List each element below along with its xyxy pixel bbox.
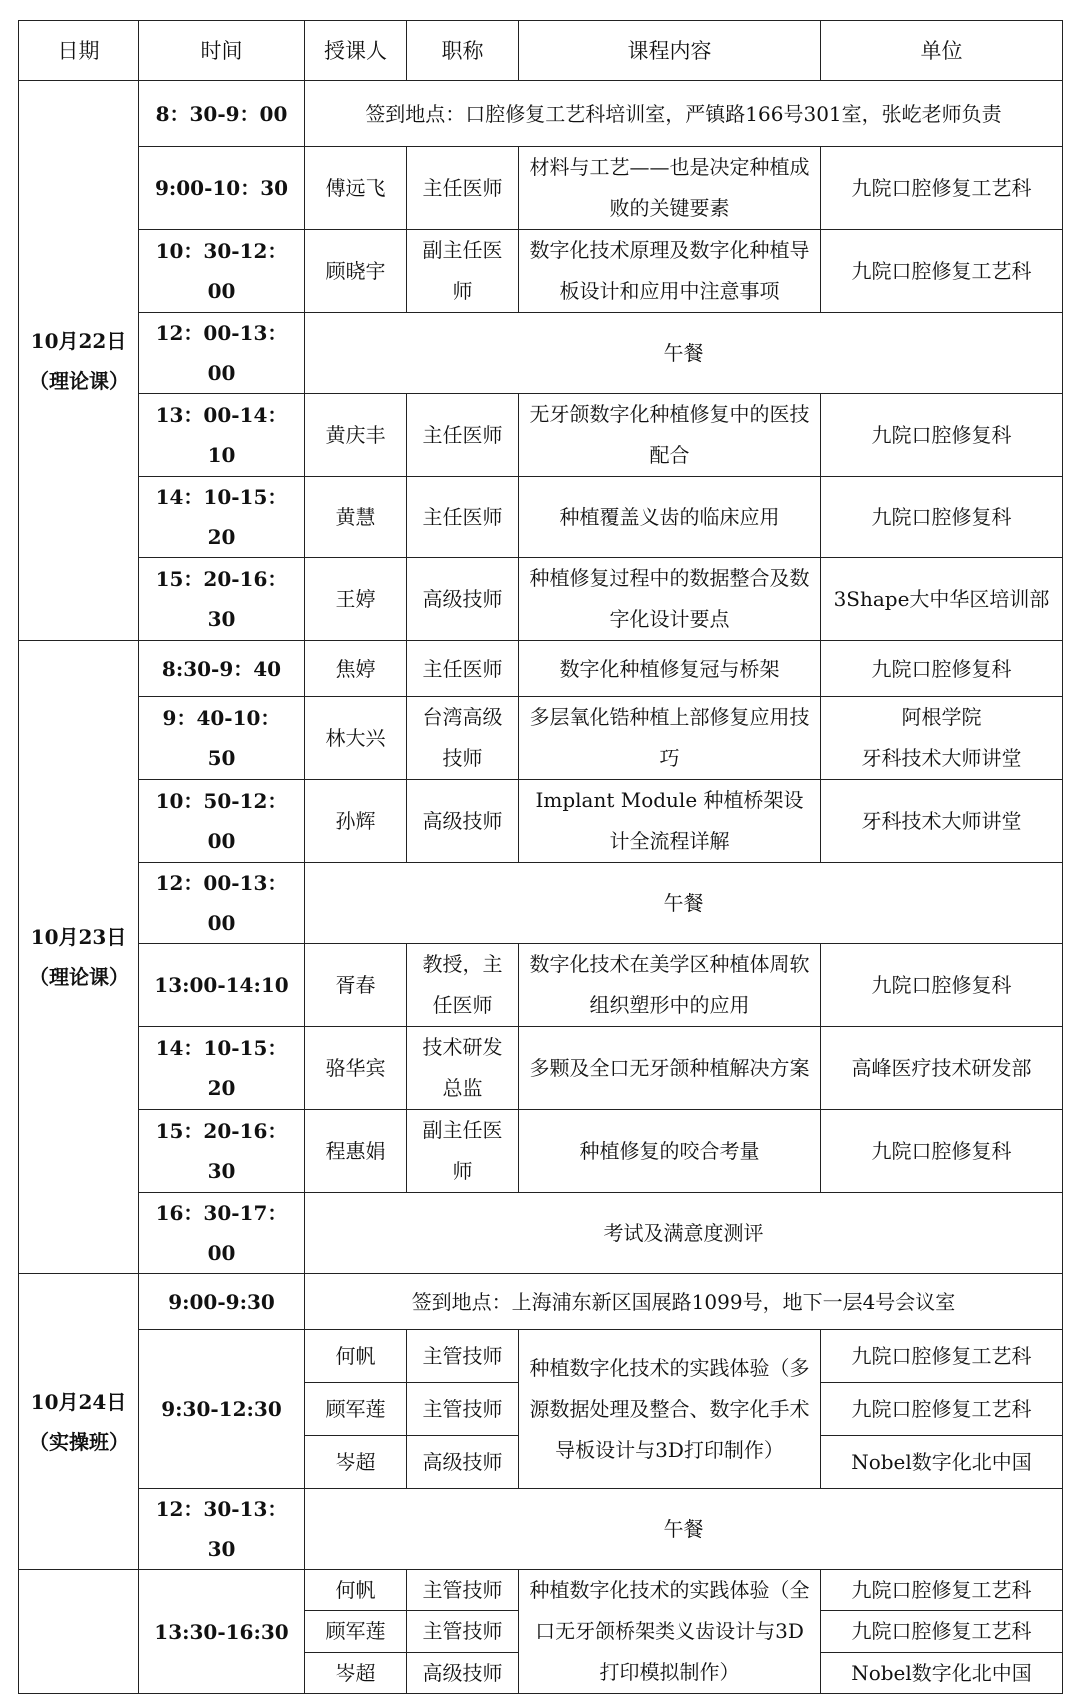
header-course: 课程内容: [519, 21, 821, 81]
teacher-cell: 胥春: [305, 944, 407, 1027]
unit-cell: 九院口腔修复工艺科: [821, 1330, 1063, 1383]
unit-cell: 九院口腔修复科: [821, 944, 1063, 1027]
course-cell: 数字化技术原理及数字化种植导板设计和应用中注意事项: [519, 230, 821, 313]
time-cell: 9：40-10：50: [139, 697, 305, 780]
unit-cell: Nobel数字化北中国: [821, 1436, 1063, 1489]
table-row: [19, 697, 1063, 780]
title-cell: 副主任医师: [407, 230, 519, 313]
title-cell: 主管技师: [407, 1383, 519, 1436]
time-cell: 9:00-9:30: [139, 1274, 305, 1330]
title-cell: 台湾高级技师: [407, 697, 519, 780]
table-row: [19, 81, 1063, 147]
table-row: [19, 1330, 1063, 1383]
title-cell: 高级技师: [407, 780, 519, 863]
merged-cell: 午餐: [305, 1489, 1063, 1570]
title-cell: 高级技师: [407, 558, 519, 641]
time-cell: 14：10-15：20: [139, 1027, 305, 1110]
merged-cell: 午餐: [305, 313, 1063, 394]
time-cell: 10：30-12：00: [139, 230, 305, 313]
time-cell: 15：20-16：30: [139, 558, 305, 641]
teacher-cell: 岑超: [305, 1436, 407, 1489]
title-cell: 主管技师: [407, 1570, 519, 1611]
date-cell-day1: [19, 81, 139, 641]
unit-cell: 阿根学院 牙科技术大师讲堂: [821, 697, 1063, 780]
date-text: 10月23日: [30, 925, 127, 949]
table-row: [19, 313, 1063, 394]
course-cell: 多层氧化锆种植上部修复应用技巧: [519, 697, 821, 780]
teacher-cell: 程惠娟: [305, 1110, 407, 1193]
date-cell-empty: [19, 1570, 139, 1694]
header-teacher: 授课人: [305, 21, 407, 81]
date-cell-day2: [19, 641, 139, 1274]
table-row: [19, 641, 1063, 697]
table-row: [19, 230, 1063, 313]
date-text: 10月24日: [30, 1389, 127, 1414]
time-cell: 15：20-16：30: [139, 1110, 305, 1193]
title-cell: 主任医师: [407, 641, 519, 697]
table-row: [19, 1110, 1063, 1193]
title-cell: 教授，主任医师: [407, 944, 519, 1027]
table-row: [19, 780, 1063, 863]
teacher-cell: 骆华宾: [305, 1027, 407, 1110]
header-title: 职称: [407, 21, 519, 81]
title-cell: 主管技师: [407, 1611, 519, 1652]
course-cell: 种植数字化技术的实践体验（多源数据处理及整合、数字化手术导板设计与3D打印制作）: [519, 1330, 821, 1489]
table-row: [19, 558, 1063, 641]
teacher-cell: 何帆: [305, 1570, 407, 1611]
course-schedule-table: [18, 20, 1063, 1694]
header-unit: 单位: [821, 21, 1063, 81]
unit-cell: Nobel数字化北中国: [821, 1652, 1063, 1693]
teacher-cell: 黄慧: [305, 477, 407, 558]
table-row: [19, 1489, 1063, 1570]
unit-cell: 九院口腔修复科: [821, 394, 1063, 477]
time-cell: 9:30-12:30: [139, 1330, 305, 1489]
time-cell: 16：30-17：00: [139, 1193, 305, 1274]
merged-cell: 午餐: [305, 863, 1063, 944]
course-cell: 种植覆盖义齿的临床应用: [519, 477, 821, 558]
teacher-cell: 黄庆丰: [305, 394, 407, 477]
unit-cell: 九院口腔修复科: [821, 477, 1063, 558]
date-type: （理论课）: [29, 965, 129, 989]
unit-cell: 九院口腔修复工艺科: [821, 230, 1063, 313]
date-cell-day3: [19, 1274, 139, 1570]
table-row: [19, 863, 1063, 944]
unit-cell: 九院口腔修复科: [821, 641, 1063, 697]
time-cell: 12：00-13：00: [139, 863, 305, 944]
unit-cell: 九院口腔修复工艺科: [821, 1611, 1063, 1652]
merged-cell: 签到地点：口腔修复工艺科培训室，严镇路166号301室，张屹老师负责: [305, 81, 1063, 147]
time-cell: 12：30-13：30: [139, 1489, 305, 1570]
time-cell: 13:00-14:10: [139, 944, 305, 1027]
course-cell: 种植数字化技术的实践体验（全口无牙颌桥架类义齿设计与3D打印模拟制作）: [519, 1570, 821, 1694]
unit-cell: 牙科技术大师讲堂: [821, 780, 1063, 863]
teacher-cell: 傅远飞: [305, 147, 407, 230]
unit-cell: 高峰医疗技术研发部: [821, 1027, 1063, 1110]
header-date: 日期: [19, 21, 139, 81]
date-type: （理论课）: [29, 368, 129, 393]
teacher-cell: 王婷: [305, 558, 407, 641]
time-cell: 13:30-16:30: [139, 1570, 305, 1694]
table-row: [19, 1027, 1063, 1110]
merged-cell: 签到地点：上海浦东新区国展路1099号，地下一层4号会议室: [305, 1274, 1063, 1330]
teacher-cell: 林大兴: [305, 697, 407, 780]
table-row: [19, 147, 1063, 230]
title-cell: 主管技师: [407, 1330, 519, 1383]
title-cell: 主任医师: [407, 477, 519, 558]
table-row: [19, 477, 1063, 558]
time-cell: 10：50-12：00: [139, 780, 305, 863]
course-cell: 无牙颌数字化种植修复中的医技配合: [519, 394, 821, 477]
teacher-cell: 顾军莲: [305, 1611, 407, 1652]
header-time: 时间: [139, 21, 305, 81]
unit-cell: 3Shape大中华区培训部: [821, 558, 1063, 641]
course-cell: 种植修复过程中的数据整合及数字化设计要点: [519, 558, 821, 641]
table-row: [19, 394, 1063, 477]
unit-cell: 九院口腔修复工艺科: [821, 1570, 1063, 1611]
unit-cell: 九院口腔修复工艺科: [821, 1383, 1063, 1436]
title-cell: 主任医师: [407, 394, 519, 477]
header-row: [19, 21, 1063, 81]
teacher-cell: 焦婷: [305, 641, 407, 697]
time-cell: 12：00-13：00: [139, 313, 305, 394]
table-row: [19, 944, 1063, 1027]
title-cell: 技术研发总监: [407, 1027, 519, 1110]
course-cell: 多颗及全口无牙颌种植解决方案: [519, 1027, 821, 1110]
time-cell: 14：10-15：20: [139, 477, 305, 558]
time-cell: 8:30-9：40: [139, 641, 305, 697]
time-cell: 8：30-9：00: [139, 81, 305, 147]
course-cell: 数字化技术在美学区种植体周软组织塑形中的应用: [519, 944, 821, 1027]
title-cell: 高级技师: [407, 1652, 519, 1693]
unit-cell: 九院口腔修复科: [821, 1110, 1063, 1193]
teacher-cell: 岑超: [305, 1652, 407, 1693]
title-cell: 主任医师: [407, 147, 519, 230]
time-cell: 13：00-14：10: [139, 394, 305, 477]
teacher-cell: 顾军莲: [305, 1383, 407, 1436]
date-text: 10月22日: [30, 328, 127, 353]
course-cell: 材料与工艺——也是决定种植成败的关键要素: [519, 147, 821, 230]
unit-cell: 九院口腔修复工艺科: [821, 147, 1063, 230]
course-cell: 数字化种植修复冠与桥架: [519, 641, 821, 697]
merged-cell: 考试及满意度测评: [305, 1193, 1063, 1274]
course-cell: 种植修复的咬合考量: [519, 1110, 821, 1193]
course-cell: Implant Module 种植桥架设计全流程详解: [519, 780, 821, 863]
teacher-cell: 顾晓宇: [305, 230, 407, 313]
teacher-cell: 何帆: [305, 1330, 407, 1383]
time-cell: 9:00-10：30: [139, 147, 305, 230]
title-cell: 高级技师: [407, 1436, 519, 1489]
table-row: [19, 1193, 1063, 1274]
title-cell: 副主任医师: [407, 1110, 519, 1193]
table-row: [19, 1274, 1063, 1330]
teacher-cell: 孙辉: [305, 780, 407, 863]
date-type: （实操班）: [29, 1429, 129, 1454]
table-row: [19, 1570, 1063, 1611]
